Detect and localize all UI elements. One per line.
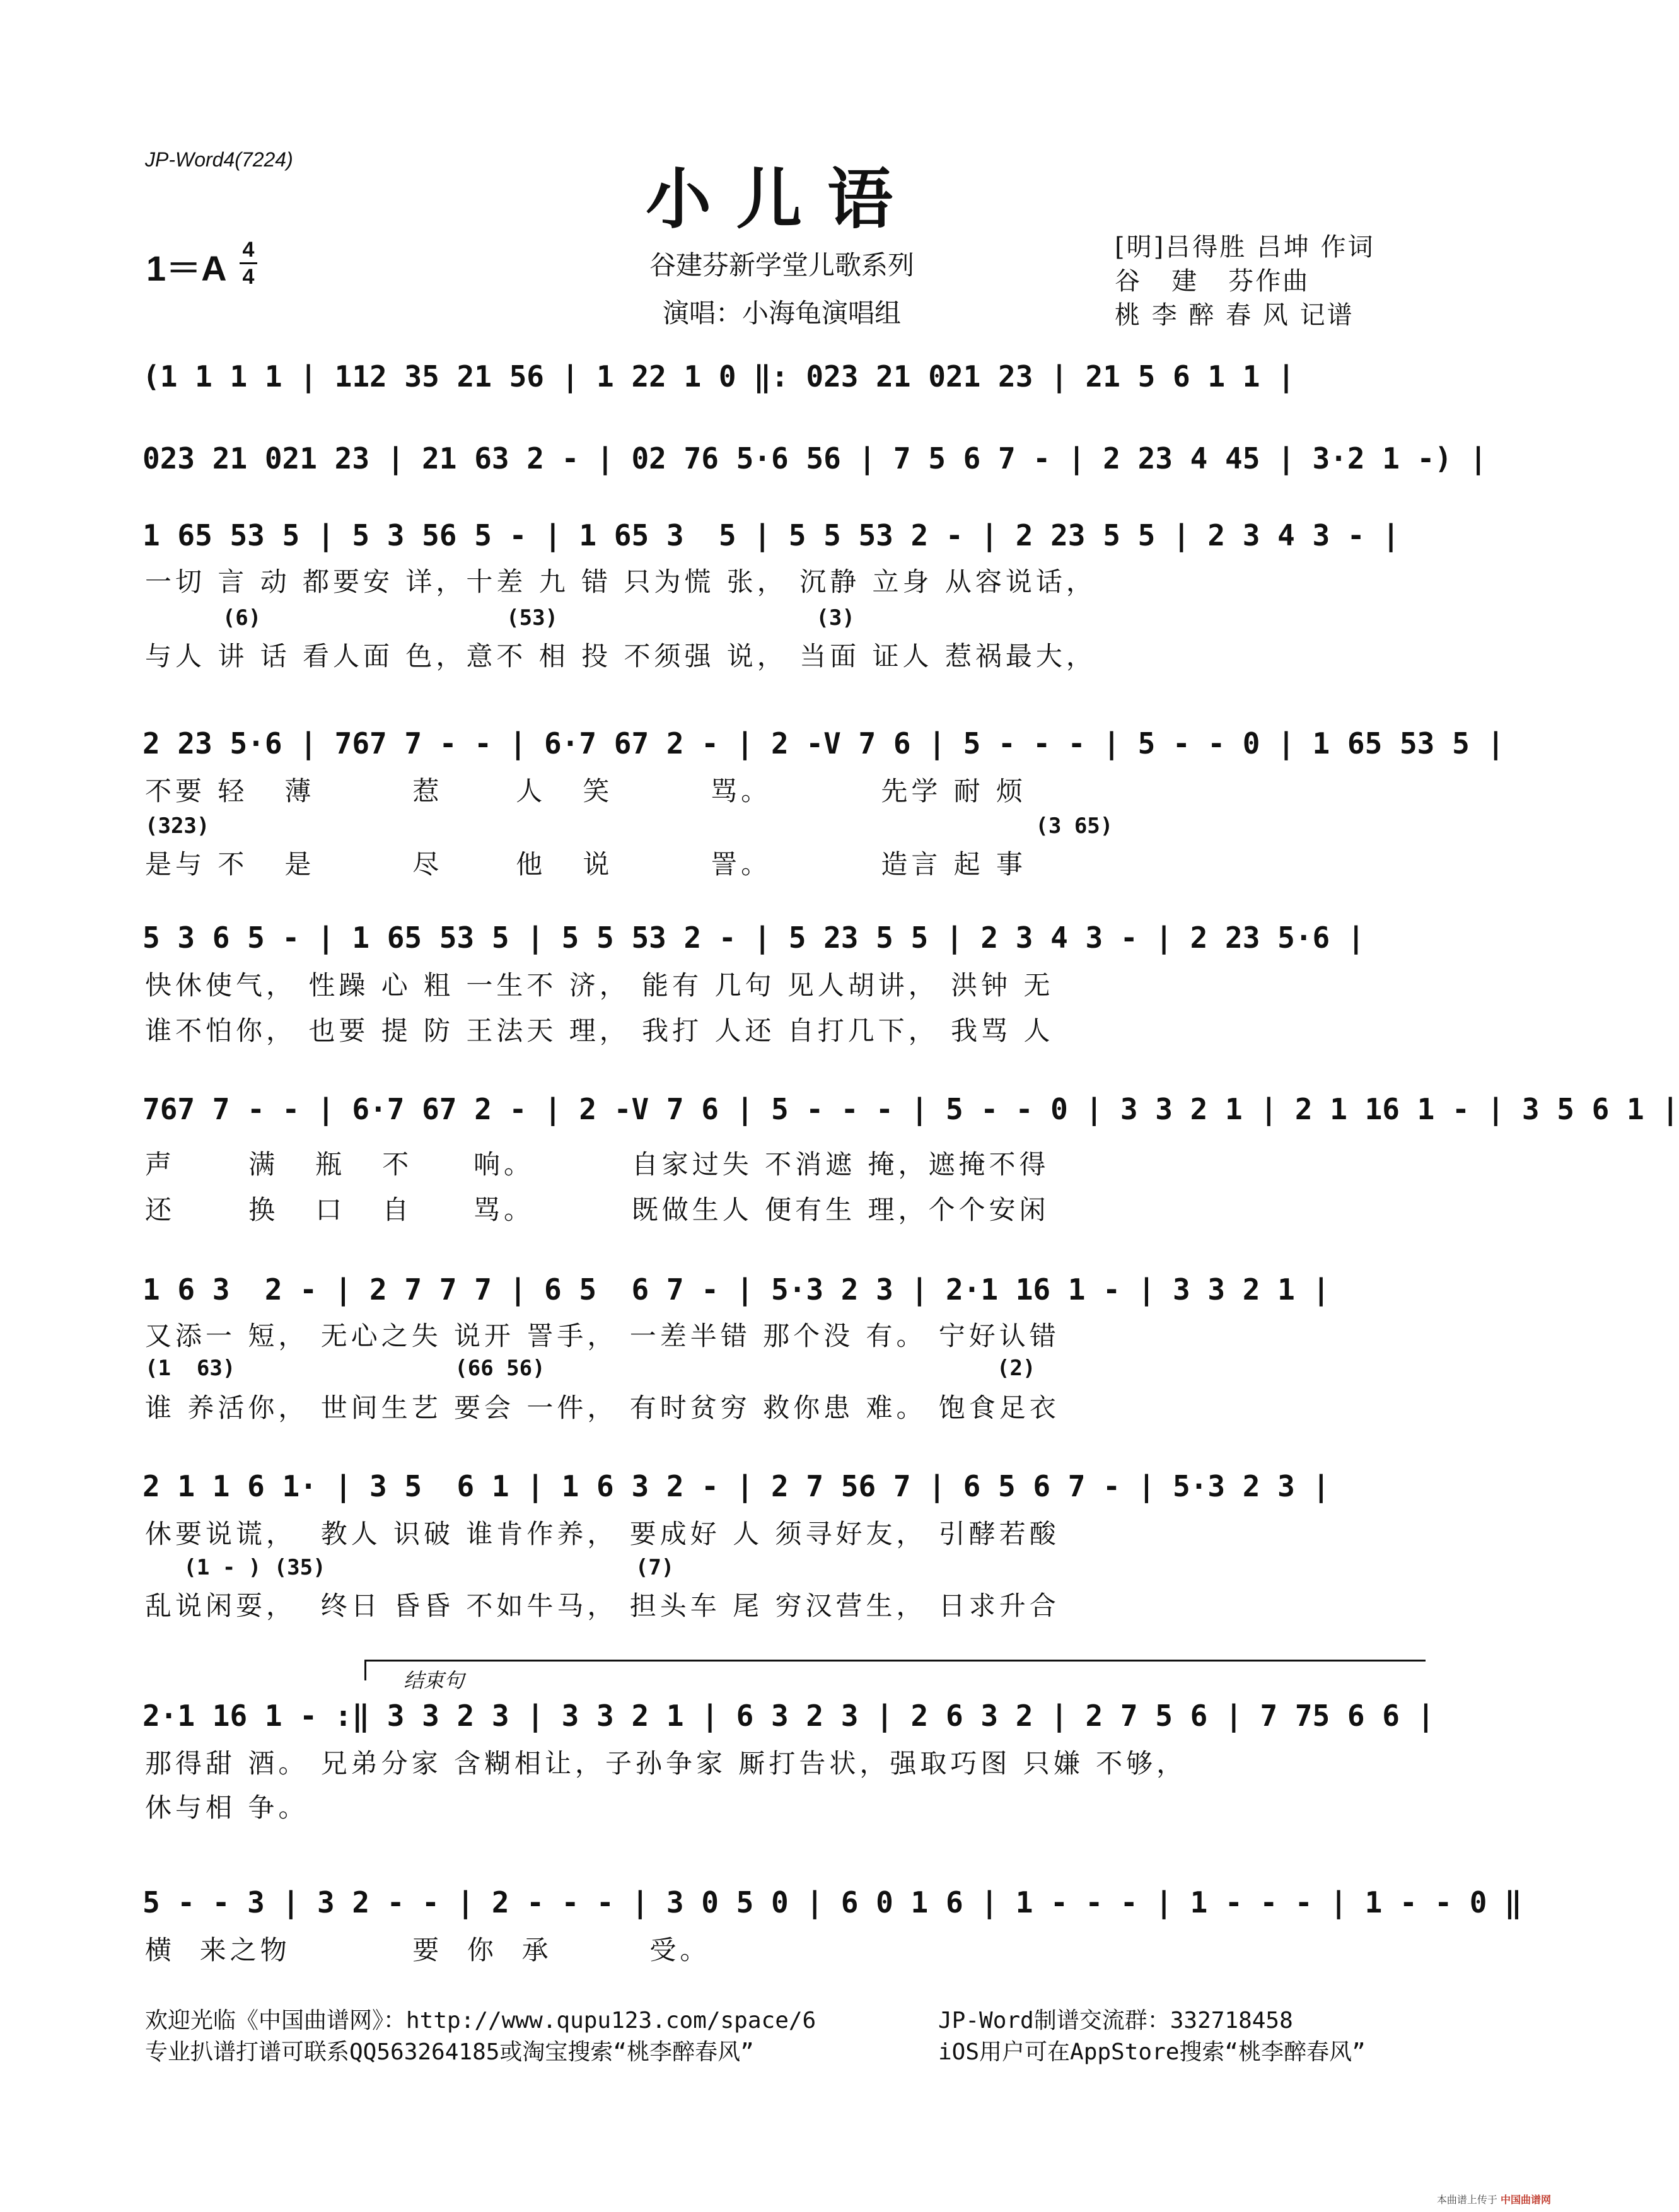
footer-website-line: 欢迎光临《中国曲谱网》：http://www.qupu123.com/space/6 — [145, 2008, 816, 2034]
score-row: 1 6 3 2 - | 2 7 7 7 | 6 5 6 7 - | 5·3 2 3 | 2·1 16 1 - | 3 3 2 1 | — [142, 1272, 1330, 1307]
lyric-line-1: 横 来之物 要 你 承 受。 — [145, 1935, 711, 1965]
transcriber-credit: 桃 李 醉 春 风 记谱 — [1115, 301, 1354, 330]
lyric-variant-notes: (1 63) (66 56) (2) — [145, 1356, 1036, 1381]
upload-watermark — [1437, 2192, 1551, 2206]
lyric-line-1: 一切 言 动 都要安 详，十差 九 错 只为慌 张， 沉静 立身 从容说话， — [145, 566, 1096, 597]
score-row: 1 65 53 5 | 5 3 56 5 - | 1 65 3 5 | 5 5 53 2 - | 2 23 5 5 | 2 3 4 3 - | — [142, 518, 1400, 552]
score-row: 2 1 1 6 1· | 3 5 6 1 | 1 6 3 2 - | 2 7 56 7 | 6 5 6 7 - | 5·3 2 3 | — [142, 1469, 1330, 1503]
lyric-variant-notes: (1 - ) (35) (7) — [145, 1555, 675, 1580]
footer-group-line: JP-Word制谱交流群：332718458 — [938, 2008, 1293, 2034]
software-label: JP-Word4(7224) — [145, 148, 293, 171]
score-row: 2·1 16 1 - :‖ 3 3 2 3 | 3 3 2 1 | 6 3 2 3 | 2 6 3 2 | 2 7 5 6 | 7 75 6 6 | — [142, 1699, 1435, 1733]
watermark-text: 本曲谱上传于 — [1436, 2194, 1497, 2206]
lyric-line-1: 又添一 短， 无心之失 说开 詈手， 一差半错 那个没 有。 宁好认错 — [145, 1320, 1060, 1351]
lyric-line-2: 休与相 争。 — [145, 1792, 309, 1823]
score-row: 767 7 - - | 6·7 67 2 - | 2 -V 7 6 | 5 - - - | 5 - - 0 | 3 3 2 1 | 2 1 16 1 - | 3 5 6 1 | — [142, 1092, 1679, 1126]
lyric-line-1: 不要 轻 薄 惹 人 笑 骂。 先学 耐 烦 — [145, 776, 1027, 806]
score-row: (1 1 1 1 | 112 35 21 56 | 1 22 1 0 ‖: 023 21 021 23 | 21 5 6 1 1 | — [142, 359, 1295, 393]
key-signature: 1＝A — [146, 248, 227, 288]
ending-bracket — [364, 1660, 1426, 1680]
page-title: 小儿语 — [645, 161, 918, 238]
lyric-line-2: 是与 不 是 尽 他 说 詈。 造言 起 事 — [145, 849, 1027, 880]
footer-contact-line: 专业扒谱打谱可联系QQ563264185或淘宝搜索“桃李醉春风” — [145, 2039, 754, 2065]
score-row: 2 23 5·6 | 767 7 - - | 6·7 67 2 - | 2 -V 7 6 | 5 - - - | 5 - - 0 | 1 65 53 5 | — [142, 726, 1505, 760]
lyric-line-2: 谁 养活你， 世间生艺 要会 一件， 有时贫穷 救你患 难。 饱食足衣 — [145, 1392, 1060, 1423]
series-subtitle: 谷建芬新学堂儿歌系列 — [649, 250, 914, 281]
score-row: 5 - - 3 | 3 2 - - | 2 - - - | 3 0 5 0 | 6 0 1 6 | 1 - - - | 1 - - - | 1 - - 0 ‖ — [142, 1885, 1522, 1919]
lyric-line-2: 还 换 口 自 骂。 既做生人 便有生 理，个个安闲 — [145, 1194, 1050, 1225]
lyric-line-1: 声 满 瓶 不 响。 自家过失 不消遮 掩，遮掩不得 — [145, 1149, 1050, 1180]
lyric-line-1: 快休使气， 性躁 心 粗 一生不 济， 能有 几句 见人胡讲， 洪钟 无 — [145, 970, 1054, 1001]
score-row: 5 3 6 5 - | 1 65 53 5 | 5 5 53 2 - | 5 23 5 5 | 2 3 4 3 - | 2 23 5·6 | — [142, 921, 1365, 955]
lyric-line-2: 乱说闲耍， 终日 昏昏 不如牛马， 担头车 尾 穷汉营生， 日求升合 — [145, 1590, 1060, 1621]
footer-ios-line: iOS用户可在AppStore搜索“桃李醉春风” — [938, 2039, 1366, 2065]
lyric-line-2: 谁不怕你， 也要 提 防 王法天 理， 我打 人还 自打几下， 我骂 人 — [145, 1015, 1054, 1046]
ending-label: 结束句 — [404, 1668, 465, 1692]
watermark-site: 中国曲谱网 — [1500, 2194, 1551, 2206]
meter-top: 4 — [242, 238, 255, 262]
lyricist-credit: [明]吕得胜 吕坤 作词 — [1115, 233, 1375, 262]
lyric-variant-notes: (323) (3 65) — [145, 813, 1113, 839]
singer-line: 演唱：小海龟演唱组 — [662, 298, 901, 329]
score-row: 023 21 021 23 | 21 63 2 - | 02 76 5·6 56 | 7 5 6 7 - | 2 23 4 45 | 3·2 1 -) | — [142, 441, 1487, 475]
meter-bottom: 4 — [242, 265, 255, 289]
composer-credit: 谷 建 芬作曲 — [1115, 267, 1310, 296]
lyric-line-1: 休要说谎， 教人 识破 谁肯作养， 要成好 人 须寻好友， 引酵若酸 — [145, 1518, 1060, 1549]
lyric-line-1: 那得甜 酒。 兄弟分家 含糊相让，子孙争家 厮打告状，强取巧图 只嫌 不够， — [145, 1748, 1187, 1779]
lyric-line-2: 与人 讲 话 看人面 色，意不 相 投 不须强 说， 当面 证人 惹祸最大， — [145, 641, 1096, 672]
lyric-variant-notes: (6) (53) (3) — [145, 605, 855, 631]
